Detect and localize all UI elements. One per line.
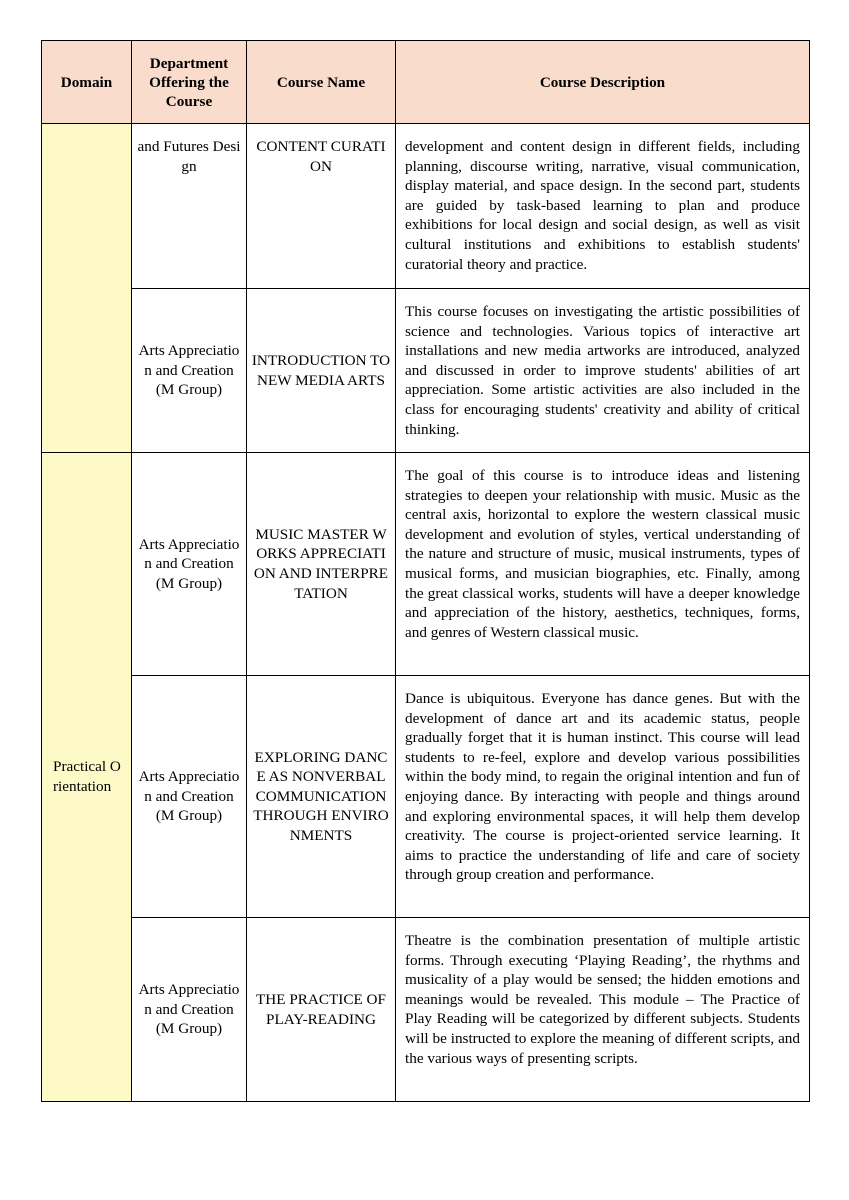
department-label: Arts Appreciation and Creation (M Group) <box>138 535 240 592</box>
header-department: Department Offering the Course <box>132 41 247 124</box>
department-label: Arts Appreciation and Creation (M Group) <box>138 342 240 399</box>
course-description: Theatre is the combination presentation of multiple artistic forms. Through executing ‘Playing Reading’, the rhythms and musicality of a play would be sensed; the hidden emotions and meanings would be revealed. This module – The Practice of Play Reading will be categorized by different subjects. Students will be instructed to explore the meaning of different scripts, and the various ways of presenting scripts. <box>396 918 810 1102</box>
table-row <box>42 676 810 918</box>
header-domain: Domain <box>42 41 132 124</box>
course-name-cell <box>247 289 396 453</box>
course-name: THE PRACTICE OF PLAY-READING <box>256 990 386 1028</box>
header-row <box>42 41 810 124</box>
domain-label: Practical Orientation <box>53 758 121 795</box>
header-course-name: Course Name <box>247 41 396 124</box>
domain-cell-first <box>42 124 132 453</box>
department-cell <box>132 124 247 289</box>
course-name-cell <box>247 453 396 676</box>
department-cell <box>132 918 247 1102</box>
department-label: Arts Appreciation and Creation (M Group) <box>138 768 240 825</box>
course-description: Dance is ubiquitous. Everyone has dance genes. But with the development of dance art and its academic status, people gradually forget that it is human instinct. This course will lead students to re-feel, explore and develop various possibilities within the body mind, to regain the original intention and fun of enjoying dance. By interacting with people and things around and exploring environmental spaces, it will help them develop creativity. The course is project-oriented service learning. It aims to practice the understanding of life and care of society through group creation and performance. <box>396 676 810 918</box>
course-name: INTRODUCTION TO NEW MEDIA ARTS <box>251 351 391 389</box>
table-row <box>42 289 810 453</box>
domain-cell-second <box>42 453 132 1102</box>
department-cell <box>132 453 247 676</box>
course-description: development and content design in different fields, including planning, discourse writing, narrative, visual communication, display material, and space design. In the second part, students are guided by task-based learning to plan and produce exhibitions for local design and social design, as well as visit cultural institutions and exhibitions to establish students' curatorial theory and practice. <box>396 124 810 289</box>
course-name-cell <box>247 676 396 918</box>
table-row <box>42 918 810 1102</box>
department-cell <box>132 289 247 453</box>
course-name-cell <box>247 124 396 289</box>
course-name-cell <box>247 918 396 1102</box>
course-description: This course focuses on investigating the artistic possibilities of science and technologies. Various topics of interactive art installations and new media artworks are introduced, analyzed and discussed in order to improve students' abilities of art appreciation. Some artistic activities are also included in the class for encouraging students' creativity and ability of critical thinking. <box>396 289 810 453</box>
table-row <box>42 453 810 676</box>
header-course-description: Course Description <box>396 41 810 124</box>
department-label: Arts Appreciation and Creation (M Group) <box>138 981 240 1038</box>
table-row <box>42 124 810 289</box>
department-label: and Futures Design <box>137 138 241 175</box>
course-name: MUSIC MASTER WORKS APPRECIATION AND INTERPRETATION <box>253 525 389 602</box>
course-name: CONTENT CURATION <box>256 138 386 175</box>
course-description: The goal of this course is to introduce ideas and listening strategies to deepen your relationship with music. Music as the central axis, horizontal to explore the western classical music development and evolution of styles, vertical understanding of the nature and structure of music, musical instruments, types of musical forms, and musician biographies, etc. Finally, among the great classical works, students will have a deeper knowledge and appreciation of the history, aesthetics, techniques, forms, and genres of Western classical music. <box>396 453 810 676</box>
course-table <box>41 40 810 1102</box>
course-name: EXPLORING DANCE AS NONVERBAL COMMUNICATION THROUGH ENVIRONMENTS <box>253 748 389 844</box>
department-cell <box>132 676 247 918</box>
